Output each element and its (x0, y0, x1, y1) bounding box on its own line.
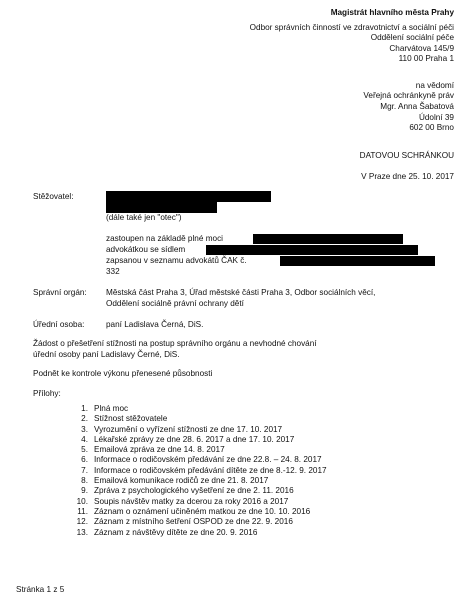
list-item: 3. Vyrozumění o vyřízení stížnosti ze dne 17. 10. 2017 (81, 424, 283, 434)
place-date: V Praze dne 25. 10. 2017 (361, 172, 454, 181)
subject-line-2: úřední osoby paní Ladislavy Černé, DiS. (33, 350, 180, 359)
subject-line-1: Žádost o přešetření stížnosti na postup správního orgánu a nevhodné chování (33, 339, 317, 348)
attachments-label: Přílohy: (33, 389, 61, 398)
cc-institution: Veřejná ochránkyně práv (363, 91, 454, 100)
cc-heading: na vědomí (415, 81, 454, 90)
representation-line-3: zapsanou v seznamu advokátů ČAK č. (106, 256, 247, 265)
redaction-lawyer-address (206, 245, 418, 255)
list-item: 5. Emailová zpráva ze dne 14. 8. 2017 (81, 445, 225, 455)
authority-line-2: Oddělení sociálně právní ochrany dětí (106, 299, 244, 308)
representation-line-4: 332 (106, 267, 120, 276)
recipient-department: Odbor správních činností ve zdravotnictví a sociální péči (249, 23, 454, 32)
complainant-alias: (dále také jen "otec") (106, 213, 182, 222)
attachments-list (70, 404, 327, 538)
list-item: 9. Zpráva z psychologického vyšetření ze dne 2. 11. 2016 (81, 486, 294, 496)
cc-street: Údolní 39 (418, 113, 454, 122)
complainant-label: Stěžovatel: (33, 192, 74, 201)
official-value: paní Ladislava Černá, DiS. (106, 320, 204, 329)
official-label: Úřední osoba: (33, 320, 85, 329)
redaction-lawyer-name (253, 234, 403, 244)
list-item: 1. Plná moc (81, 404, 129, 413)
list-item: 12. Záznam z místního šetření OSPOD ze dne 22. 9. 2016 (76, 517, 293, 527)
list-item: 10. Soupis návštěv matky za dcerou za roky 2016 a 2017 (76, 496, 289, 506)
recipient-name: Magistrát hlavního města Prahy (330, 8, 454, 17)
page-footer: Stránka 1 z 5 (16, 585, 65, 594)
redaction-bar-number (280, 256, 435, 266)
cc-city: 602 00 Brno (409, 123, 454, 132)
recipient-city: 110 00 Praha 1 (398, 54, 454, 63)
list-item: 7. Informace o rodičovském předávání dítěte ze dne 8.-12. 9. 2017 (81, 465, 327, 475)
list-item: 6. Informace o rodičovském předávání ze dne 22.8. – 24. 8. 2017 (81, 455, 322, 465)
delivery-method: DATOVOU SCHRÁNKOU (359, 151, 454, 160)
list-item: 13. Záznam z návštěvy dítěte ze dne 20. 9. 2016 (76, 527, 258, 537)
list-item: 11. Záznam o oznámení učiněném matkou ze dne 10. 10. 2016 (77, 506, 311, 516)
authority-line-1: Městská část Praha 3, Úřad městské části Praha 3, Odbor sociálních věcí, (106, 288, 376, 297)
list-item: 4. Lékařské zprávy ze dne 28. 6. 2017 a dne 17. 10. 2017 (81, 434, 295, 444)
list-item: 2. Stížnost stěžovatele (81, 414, 168, 424)
representation-line-1: zastoupen na základě plné moci (106, 234, 223, 243)
cc-person: Mgr. Anna Šabatová (380, 102, 454, 111)
motion-title: Podnět ke kontrole výkonu přenesené působnosti (33, 369, 213, 378)
authority-label: Správní orgán: (33, 288, 87, 297)
recipient-section: Oddělení sociální péče (370, 33, 454, 42)
representation-line-2: advokátkou se sídlem (106, 245, 186, 254)
recipient-street: Charvátova 145/9 (389, 44, 454, 53)
redaction-address (106, 202, 217, 213)
list-item: 8. Emailová komunikace rodičů ze dne 21. 8. 2017 (81, 476, 269, 486)
redaction-name (106, 191, 271, 202)
